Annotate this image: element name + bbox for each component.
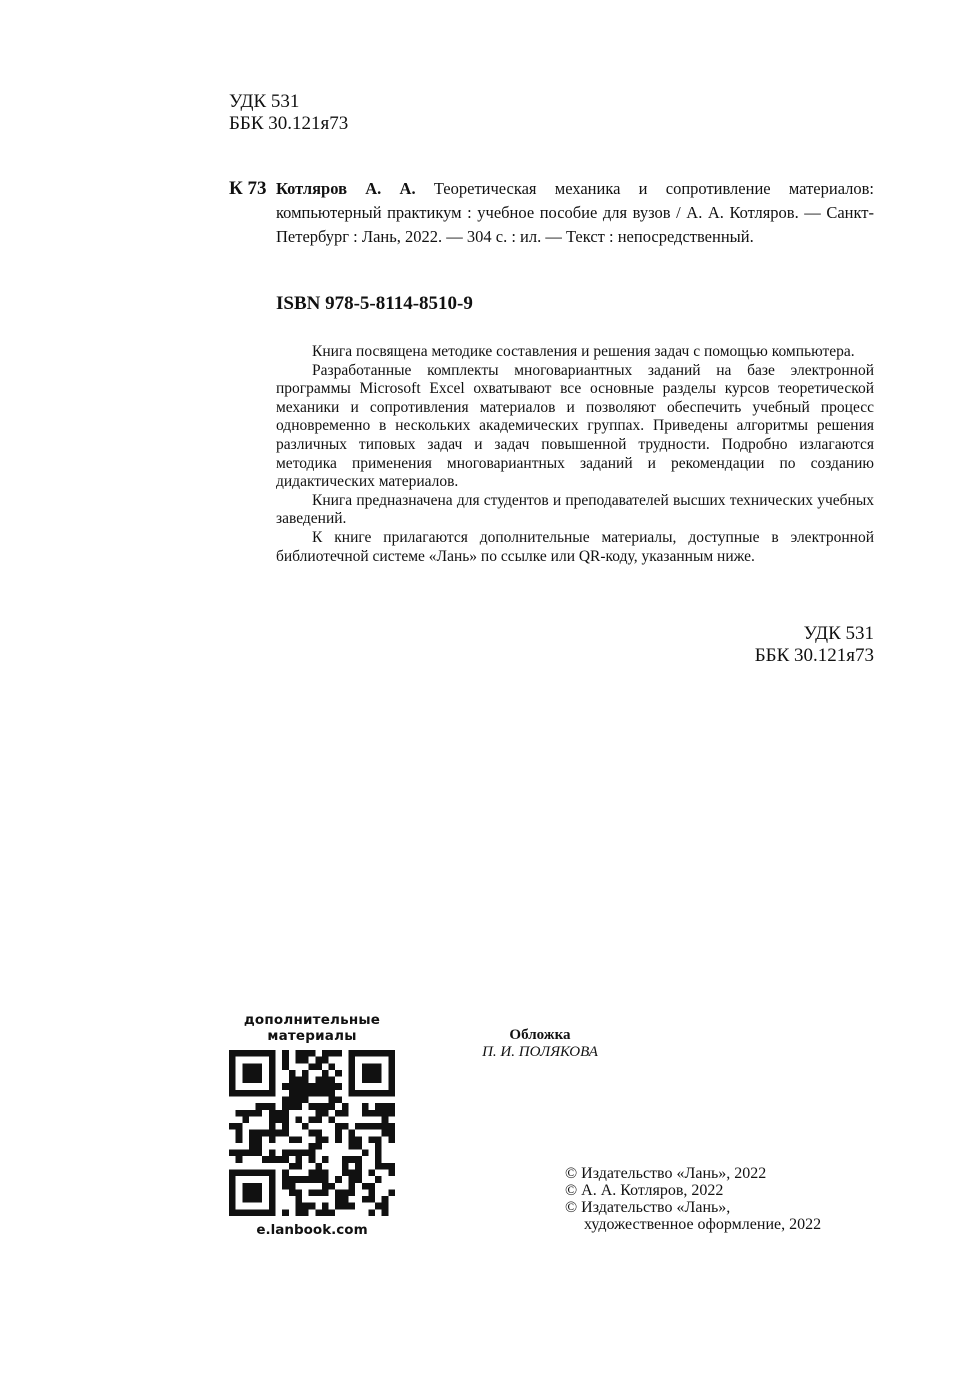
cover-label: Обложка	[509, 1027, 571, 1043]
udk-code-bottom: УДК 531	[803, 623, 874, 644]
copyright-line: © Издательство «Лань», 2022	[565, 1165, 767, 1182]
annotation-paragraph: Разработанные комплекты многовариантных заданий на базе электронной программы Microsoft Excel охватывают все основные разделы курсов теоретической механики и сопротивления материалов и позволяют обеспечить учебный процесс одновременно в нескольких академических группах. Приведены алгоритмы решения различных типовых задач и задач повышенной трудности. Подробно излагаются методика применения многовариантных заданий и рекомендации по созданию дидактических материалов.	[276, 361, 874, 491]
isbn: ISBN 978-5-8114-8510-9	[276, 293, 473, 314]
qr-caption-line: материалы	[267, 1028, 357, 1044]
classification-bottom	[755, 623, 874, 667]
qr-caption-line: дополнительные	[243, 1012, 381, 1028]
qr-url: e.lanbook.com	[256, 1222, 368, 1238]
bbk-code: ББК 30.121я73	[229, 113, 349, 134]
copyright-block	[565, 1165, 821, 1233]
record-description: Теоретическая механика и сопротивление материалов: компьютерный практикум : учебное пособие для вузов / А. А. Котляров. — Санкт-Петербург : Лань, 2022. — 304 с. : ил. — Текст : непосредственный.	[276, 179, 875, 246]
annotation-paragraph: Книга предназначена для студентов и преподавателей высших технических учебных заведений.	[276, 491, 874, 528]
qr-block	[229, 1012, 395, 1238]
cover-designer: П. И. ПОЛЯКОВА	[482, 1044, 598, 1060]
record-author: Котляров А. А.	[276, 179, 416, 198]
annotation-paragraph: К книге прилагаются дополнительные материалы, доступные в электронной библиотечной системе «Лань» по ссылке или QR-коду, указанным ниже.	[276, 528, 874, 565]
annotation	[276, 343, 874, 566]
copyright-line: художественное оформление, 2022	[584, 1216, 822, 1233]
qr-code-icon[interactable]	[229, 1050, 395, 1216]
bibliographic-record	[276, 177, 874, 249]
copyright-line: © Издательство «Лань»,	[565, 1199, 731, 1216]
cover-credit	[440, 1027, 640, 1061]
copyright-line: © А. А. Котляров, 2022	[565, 1182, 724, 1199]
qr-caption	[229, 1012, 395, 1044]
udk-code: УДК 531	[229, 91, 300, 112]
annotation-paragraph: Книга посвящена методике составления и решения задач с помощью компьютера.	[312, 343, 855, 360]
bbk-code-bottom: ББК 30.121я73	[754, 645, 874, 666]
author-code: К 73	[229, 178, 267, 199]
classification-top	[229, 91, 348, 135]
